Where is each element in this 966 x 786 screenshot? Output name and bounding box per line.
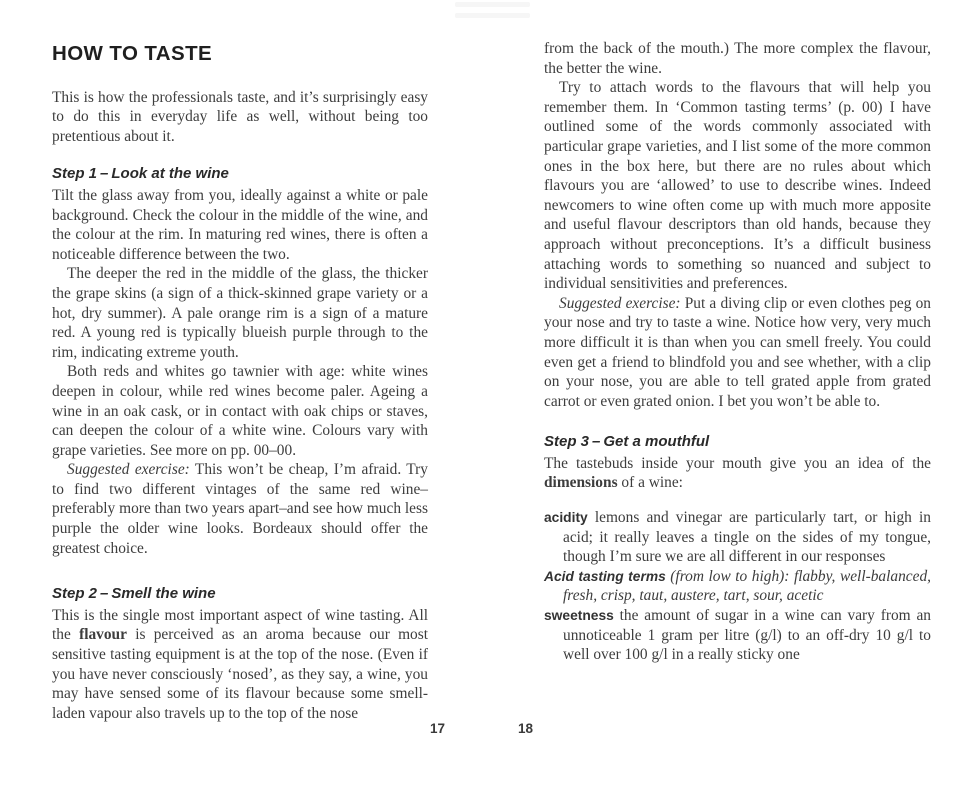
acid-tasting-terms-term: Acid tasting terms <box>544 568 666 584</box>
page-title: HOW TO TASTE <box>52 42 213 65</box>
suggested-exercise-label: Suggested exercise: <box>559 294 681 312</box>
acidity-definition: lemons and vinegar are particularly tart, or high in acid; it really leaves a tingle on the sides of my tongue, though I’m sure we are all different in our responses <box>563 509 931 566</box>
sweetness-term: sweetness <box>544 608 614 624</box>
step-1-paragraph-3: Both reds and whites go tawnier with age: white wines deepen in colour, while red wines become paler. Ageing a wine in an oak cask, or in contact with oak chips or staves, can deepen the colour of a white wine. Colours vary with grape varieties. See more on pp. 00–00. <box>52 363 428 459</box>
intro-paragraph: This is how the professionals taste, and it’s surprisingly easy to do this in everyday life as well, without being too pretentious about it. <box>52 88 428 145</box>
step-3-text-before: The tastebuds inside your mouth give you an idea of the <box>544 454 931 472</box>
tasting-dimensions-list <box>544 508 931 665</box>
right-page <box>544 39 931 665</box>
scan-artifact <box>455 13 530 18</box>
suggested-exercise-label: Suggested exercise: <box>67 461 190 479</box>
suggested-exercise-text: This won’t be cheap, I’m afraid. Try to find two different vintages of the same red wine–preferably more than two years apart–and see how much less purple the older wine looks. Bordeaux should offer the greatest choice. <box>52 461 428 557</box>
flavour-bold-word: flavour <box>79 626 127 644</box>
acid-tasting-terms-definition: (from low to high): flabby, well-balanced, fresh, crisp, taut, austere, tart, sour, acetic <box>563 567 931 605</box>
dimensions-bold-word: dimensions <box>544 474 618 492</box>
scan-artifact <box>455 2 530 7</box>
step-2-heading: Step 2 – Smell the wine <box>52 585 216 603</box>
acidity-entry <box>544 508 931 567</box>
right-page-number: 18 <box>518 721 534 736</box>
acid-tasting-terms-entry <box>544 567 931 606</box>
step-3-lead-paragraph <box>544 454 931 493</box>
left-page-number: 17 <box>430 721 446 736</box>
step-2-exercise-paragraph <box>544 294 931 412</box>
continuation-paragraph: from the back of the mouth.) The more complex the flavour, the better the wine. <box>544 40 931 77</box>
step-1-paragraph-2: The deeper the red in the middle of the glass, the thicker the grape skins (a sign of a thick-skinned grape variety or a hot, dry summer). A pale orange rim is a sign of a mature red. A young red is typically blueish purple through to the rim, indicating extreme youth. <box>52 265 428 361</box>
step-1-exercise-paragraph <box>52 460 428 558</box>
step-3-text-after: of a wine: <box>617 474 683 492</box>
acidity-term: acidity <box>544 510 588 526</box>
attach-words-paragraph: Try to attach words to the flavours that will help you remember them. In ‘Common tasting terms’ (p. 00) I have outlined some of the words commonly associated with particular grape varieties, and I list some of the more common ones in the box here, but there are no rules about which flavours you are ‘allowed’ to use to describe wines. Indeed newcomers to wine often come up with much more apposite and useful flavour descriptors than old hands, because they approach without preconceptions. It’s a difficult business attaching words to something so nuanced and subject to individual sensitivities and preferences. <box>544 79 931 293</box>
step-1-paragraph-1: Tilt the glass away from you, ideally against a white or pale background. Check the colour in the middle of the wine, and the colour at the rim. In maturing red wines, there is often a noticeable difference between the two. <box>52 186 428 263</box>
step-2-text-after: is perceived as an aroma because our most sensitive tasting equipment is at the top of the nose. (Even if you have never consciously ‘nosed’, as they say, a wine, you may have sensed some of its flavour because some smell-laden vapour also travels up to the top of the nose <box>52 626 429 722</box>
step-2-paragraph <box>52 606 428 724</box>
suggested-exercise-text: Put a diving clip or even clothes peg on your nose and try to taste a wine. Notice how very, very much more difficult it is than when you can smell freely. You could even get a friend to blindfold you and see whether, with a clip on your nose, you are able to tell grated apple from grated carrot or even grated onion. I bet you won’t be able to. <box>544 294 931 410</box>
step-3-heading: Step 3 – Get a mouthful <box>544 433 710 451</box>
step-2-text-before: This is the single most important aspect of wine tasting. All the <box>52 606 428 644</box>
sweetness-definition: the amount of sugar in a wine can vary from an unnoticeable 1 gram per litre (g/l) to an off-dry 10 g/l to well over 100 g/l in a really sticky one <box>563 607 931 664</box>
step-1-heading: Step 1 – Look at the wine <box>52 165 229 183</box>
sweetness-entry <box>544 606 931 665</box>
left-page <box>52 44 428 723</box>
